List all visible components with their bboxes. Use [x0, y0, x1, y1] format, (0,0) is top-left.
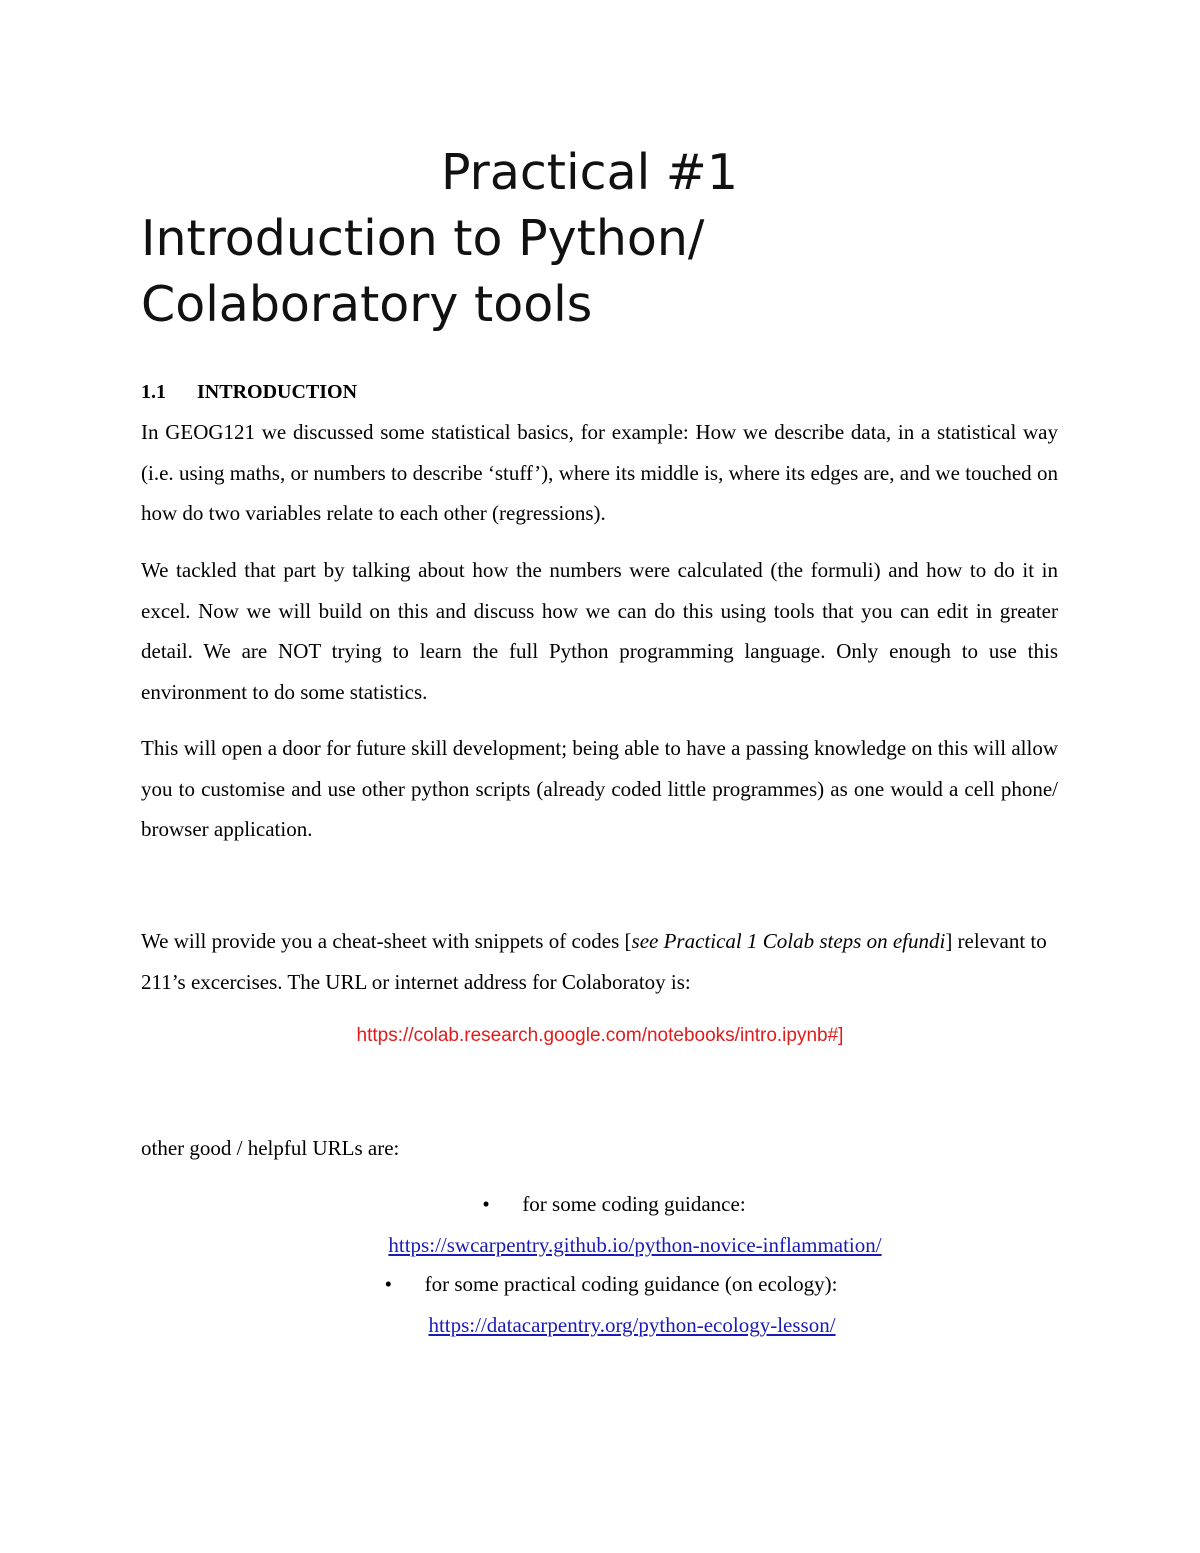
cheatsheet-italic-reference: see Practical 1 Colab steps on efundi: [631, 929, 946, 953]
title-line-2: Introduction to Python/: [141, 210, 705, 267]
bullet-text: for some practical coding guidance (on ecology):: [424, 1272, 838, 1296]
cheatsheet-text-before: We will provide you a cheat-sheet with snippets of codes [: [141, 929, 632, 953]
bullet-icon: •: [482, 1192, 490, 1216]
paragraph-3: This will open a door for future skill development; being able to have a passing knowledge on this will allow you to customise and use other python scripts (already coded little programmes) as one would a cell phone/ browser application.: [141, 736, 1058, 841]
swcarpentry-link[interactable]: https://swcarpentry.github.io/python-novice-inflammation/: [388, 1233, 882, 1257]
paragraph-1: In GEOG121 we discussed some statistical basics, for example: How we describe data, in a statistical way (i.e. using maths, or numbers to describe ‘stuff’), where its middle is, where its edges are, and we touched on how do two variables relate to each other (regressions).: [141, 420, 1058, 525]
datacarpentry-link[interactable]: https://datacarpentry.org/python-ecology-lesson/: [428, 1313, 836, 1337]
section-heading-text: INTRODUCTION: [197, 381, 358, 403]
bullet-item-coding-guidance: [0, 1184, 1200, 1225]
cheatsheet-paragraph: [141, 921, 1058, 1002]
title-line-3: Colaboratory tools: [141, 276, 593, 333]
section-heading: [141, 378, 357, 406]
title-line-1: Practical #1: [441, 144, 739, 201]
colab-url[interactable]: https://colab.research.google.com/notebooks/intro.ipynb#]: [356, 1025, 844, 1046]
cheatsheet-text-after: ] relevant to 211’s excercises. The URL or internet address for Colaboratoy is:: [141, 929, 1047, 994]
bullet-text: for some coding guidance:: [522, 1192, 746, 1216]
document-title: [141, 140, 901, 338]
bullet-icon: •: [384, 1272, 392, 1296]
section-number: 1.1: [141, 381, 166, 403]
paragraph-2: We tackled that part by talking about how the numbers were calculated (the formuli) and how to do it in excel. Now we will build on this and discuss how we can do this using tools that you can edit in greater detail. We are NOT trying to learn the full Python programming language. Only enough to use this environment to do some statistics.: [141, 558, 1058, 704]
other-urls-intro: other good / helpful URLs are:: [141, 1136, 400, 1160]
bullet-item-ecology-guidance: [0, 1264, 1200, 1305]
bullet-link-row-2: [0, 1305, 1200, 1346]
bullet-link-row-1: [0, 1225, 1200, 1266]
